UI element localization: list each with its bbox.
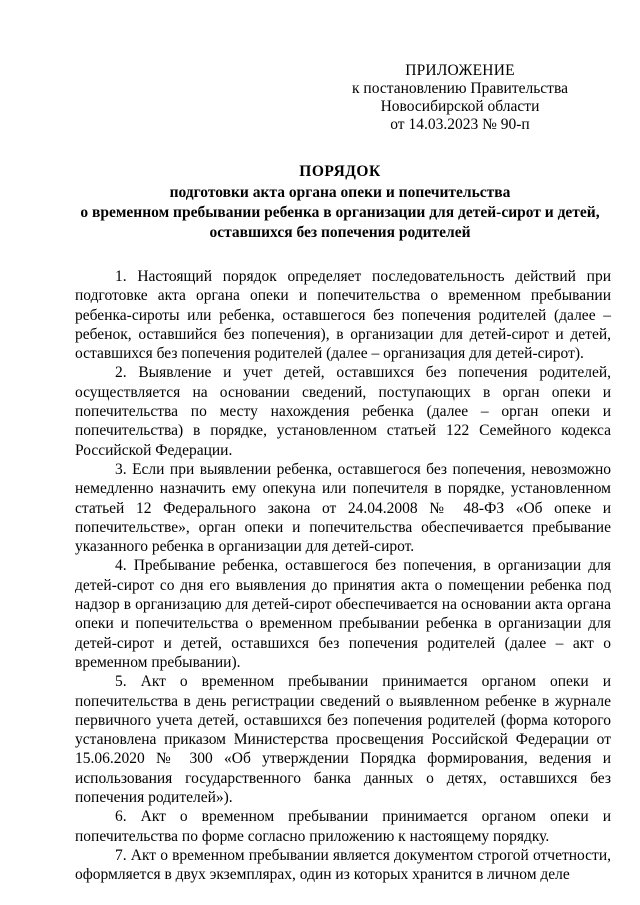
- paragraph-2: 2. Выявление и учет детей, оставшихся без попечения родителей, осуществляется на основании сведений, поступающих в орган опеки и попечительства по месту нахождения ребенка (далее – орган опеки и попечительства) в порядке, установленном статьей 122 Семейного кодекса Российской Федерации.: [75, 364, 611, 459]
- paragraph-5: 5. Акт о временном пребывании принимается органом опеки и попечительства в день регистрации сведений о выявленном ребенке в журнале первичного учета детей, оставшихся без попечения родителей (форма которого установлена приказом Министерства просвещения Российской Федерации от 15.06.2020 № 300 «Об утверждении Порядка формирования, ведения и использования государственного банка данных о детях, оставшихся без попечения родителей»).: [75, 673, 611, 807]
- paragraph-1: 1. Настоящий порядок определяет последовательность действий при подготовке акта органа опеки и попечительства о временном пребывании ребенка-сироты или ребенка, оставшегося без попечения родителей (далее – ребенок, оставшийся без попечения), в организации для детей-сирот и детей, оставшихся без попечения родителей (далее – организация для детей-сирот).: [75, 268, 611, 363]
- document-heading: [60, 162, 620, 243]
- document-body: [75, 267, 611, 885]
- appendix-line-3: от 14.03.2023 № 90-п: [390, 116, 530, 133]
- appendix-block: [330, 62, 590, 134]
- appendix-line-2: Новосибирской области: [380, 98, 540, 115]
- appendix-title: ПРИЛОЖЕНИЕ: [405, 62, 515, 79]
- paragraph-6: 6. Акт о временном пребывании принимается органом опеки и попечительства по форме согласно приложению к настоящему порядку.: [75, 808, 611, 845]
- paragraph-4: 4. Пребывание ребенка, оставшегося без попечения, в организации для детей-сирот со дня его выявления до принятия акта о помещении ребенка под надзор в организацию для детей-сирот обеспечивается на основании акта органа опеки и попечительства о временном пребывании ребенка в организации для детей-сирот и детей, оставшихся без попечения родителей (далее – акт о временном пребывании).: [75, 557, 611, 671]
- heading-line-1: подготовки акта органа опеки и попечительства: [169, 184, 511, 201]
- heading-title: ПОРЯДОК: [299, 163, 381, 180]
- heading-line-2: о временном пребывании ребенка в организации для детей-сирот и детей,: [80, 204, 600, 221]
- heading-line-3: оставшихся без попечения родителей: [209, 224, 471, 241]
- paragraph-7: 7. Акт о временном пребывании является документом строгой отчетности, оформляется в двух экземплярах, один из которых хранится в личном деле: [75, 846, 611, 884]
- paragraph-3: 3. Если при выявлении ребенка, оставшегося без попечения, невозможно немедленно назначить ему опекуна или попечителя в порядке, установленном статьей 12 Федерального закона от 24.04.2008 № 48-ФЗ «Об опеке и попечительстве», орган опеки и попечительства обеспечивается пребывание указанного ребенка в организации для детей-сирот.: [75, 460, 611, 556]
- appendix-line-1: к постановлению Правительства: [352, 80, 568, 97]
